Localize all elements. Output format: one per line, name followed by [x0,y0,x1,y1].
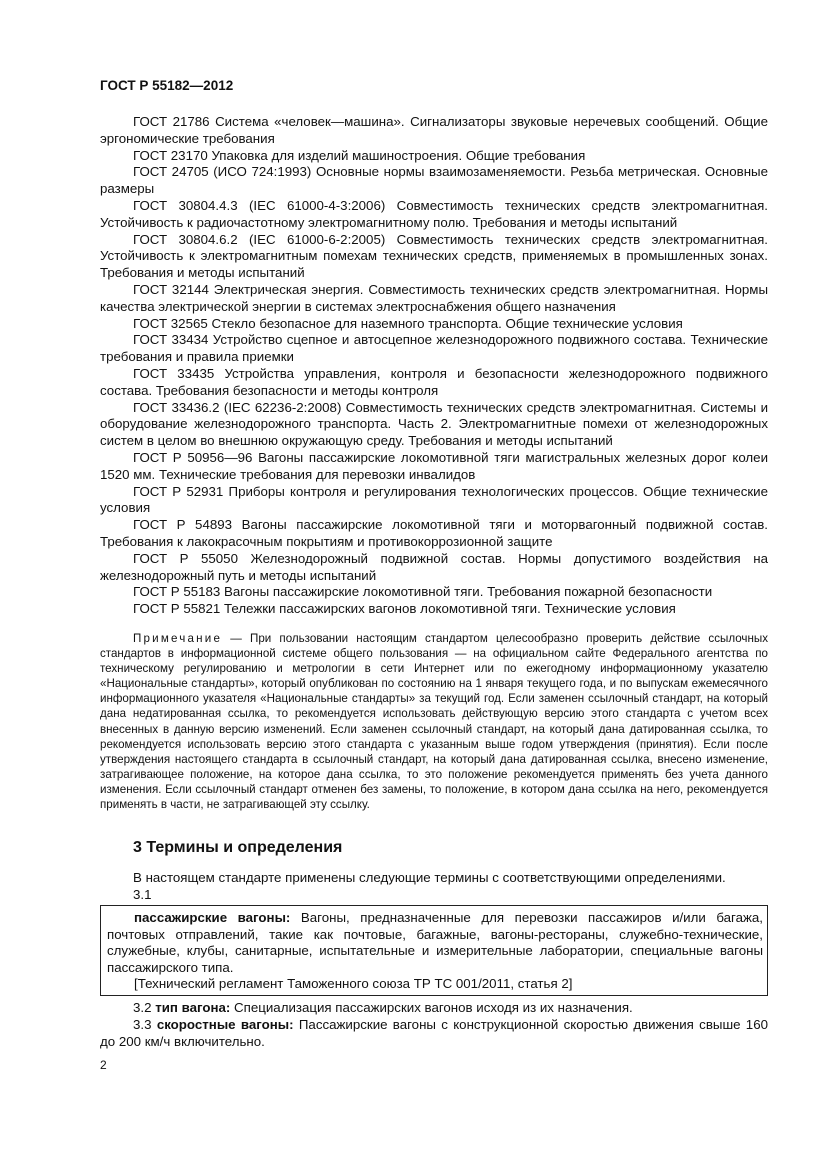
note-label: Примечание [133,632,223,645]
reference-item: ГОСТ 32144 Электрическая энергия. Совместимость технических средств электромагнитная. Нормы качества электрической энергии в системах электроснабжения общего назначения [100,281,768,314]
reference-item: ГОСТ 30804.6.2 (IEC 61000-6-2:2005) Совместимость технических средств электромагнитная. Устойчивость к электромагнитным помехам технических средств, применяемых в промышленных зонах. Требования и методы испытаний [100,231,768,281]
intro-text: В настоящем стандарте применены следующие термины с соответствующими определениями. [133,870,726,885]
definition-body: Специализация пассажирских вагонов исходя из их назначения. [230,1000,633,1015]
definition-term: скоростные вагоны: [156,1016,294,1032]
note-text: — При пользовании настоящим стандартом целесообразно проверить действие ссылочных стандартов в информационной системе общего пользования — на официальном сайте Федерального агентства по техническому регулированию и метрологии в сети Интернет или по ежегодному информационному указателю «Национальные стандарты», который опубликован по состоянию на 1 января текущего года, и по выпускам ежемесячного информационного указателя «Национальные стандарты» за текущий год. Если заменен ссылочный стандарт, на который дана недатированная ссылка, то рекомендуется использовать действующую версию этого стандарта с учетом всех внесенных в данную версию изменений. Если заменен ссылочный стандарт, на который дана датированная ссылка, то рекомендуется использовать версию этого стандарта с указанным выше годом утверждения (принятия). Если после утверждения настоящего стандарта в ссылочный стандарт, на который дана датированная ссылка, внесено изменение, затрагивающее положение, на которое дана ссылка, то это положение рекомендуется применять без учета данного изменения. Если ссылочный стандарт отменен без замены, то положение, в котором дана ссылка на него, рекомендуется применять в части, не затрагивающей эту ссылку. [100,632,768,812]
section-intro [133,870,769,903]
reference-item: ГОСТ 33435 Устройства управления, контроля и безопасности железнодорожного подвижного состава. Требования безопасности и методы контроля [100,365,768,398]
definition-source: [Технический регламент Таможенного союза ТР ТС 001/2011, статья 2] [134,976,573,992]
reference-item: ГОСТ Р 54893 Вагоны пассажирские локомотивной тяги и моторвагонный подвижной состав. Требования к лакокрасочным покрытиям и противокоррозионной защите [100,517,768,549]
reference-item: ГОСТ Р 50956—96 Вагоны пассажирские локомотивной тяги магистральных железных дорог колеи 1520 мм. Технические требования для перевозки инвалидов [100,449,768,482]
section-title: 3 Термины и определения [133,839,343,856]
definition-number: 3.2 [133,1000,152,1015]
reference-item: ГОСТ 21786 Система «человек—машина». Сигнализаторы звуковые неречевых сообщений. Общие эргономические требования [100,114,768,146]
definition-term: тип вагона: [155,1000,231,1015]
definition-number: 3.1 [133,886,152,902]
definition-number: 3.3 [133,1016,152,1032]
reference-item: ГОСТ 33436.2 (IEC 62236-2:2008) Совместимость технических средств электромагнитная. Системы и оборудование железнодорожного транспорта. Часть 2. Электромагнитные помехи от железнодорожных систем в целом во внешнюю окружающую среду. Требования и методы испытаний [100,399,768,449]
definition-item [100,1000,768,1017]
reference-item: ГОСТ 33434 Устройство сцепное и автосцепное железнодорожного подвижного состава. Технические требования и правила приемки [100,332,768,365]
reference-item: ГОСТ Р 52931 Приборы контроля и регулирования технологических процессов. Общие технические условия [100,483,768,516]
definition-term: пассажирские вагоны: [134,910,291,925]
reference-item: ГОСТ Р 55183 Вагоны пассажирские локомотивной тяги. Требования пожарной безопасности [133,584,713,600]
document-code-header: ГОСТ Р 55182—2012 [100,78,234,93]
boxed-definition-text [107,910,763,976]
reference-item: ГОСТ 24705 (ИСО 724:1993) Основные нормы взаимозаменяемости. Резьба метрическая. Основные размеры [100,164,768,197]
reference-item: ГОСТ Р 55050 Железнодорожный подвижной состав. Нормы допустимого воздействия на железнодорожный путь и методы испытаний [100,550,768,583]
note-paragraph [100,631,768,812]
definition-item [100,1017,768,1051]
definition-body: Вагоны, предназначенные для перевозки пассажиров и/или багажа, почтовых отправлений, такие как почтовые, багажные, вагоны-рестораны, служебно-технические, служебные, клубы, санитарные, испытательные и измерительные лаборатории, специальные вагоны пассажирского типа. [107,910,763,975]
boxed-definition [100,905,768,996]
definition-body: Пассажирские вагоны с конструкционной скоростью движения свыше 160 до 200 км/ч включительно. [100,1016,768,1049]
reference-item: ГОСТ Р 55821 Тележки пассажирских вагонов локомотивной тяги. Технические условия [133,601,676,617]
page-number: 2 [100,1058,107,1072]
reference-item: ГОСТ 30804.4.3 (IEC 61000-4-3:2006) Совместимость технических средств электромагнитная. Устойчивость к радиочастотному электромагнитному полю. Требования и методы испытаний [100,197,768,230]
reference-item: ГОСТ 23170 Упаковка для изделий машиностроения. Общие требования [133,147,586,163]
normative-references-list [100,114,768,618]
reference-item: ГОСТ 32565 Стекло безопасное для наземного транспорта. Общие технические условия [133,315,683,331]
definitions-list [100,1000,768,1050]
